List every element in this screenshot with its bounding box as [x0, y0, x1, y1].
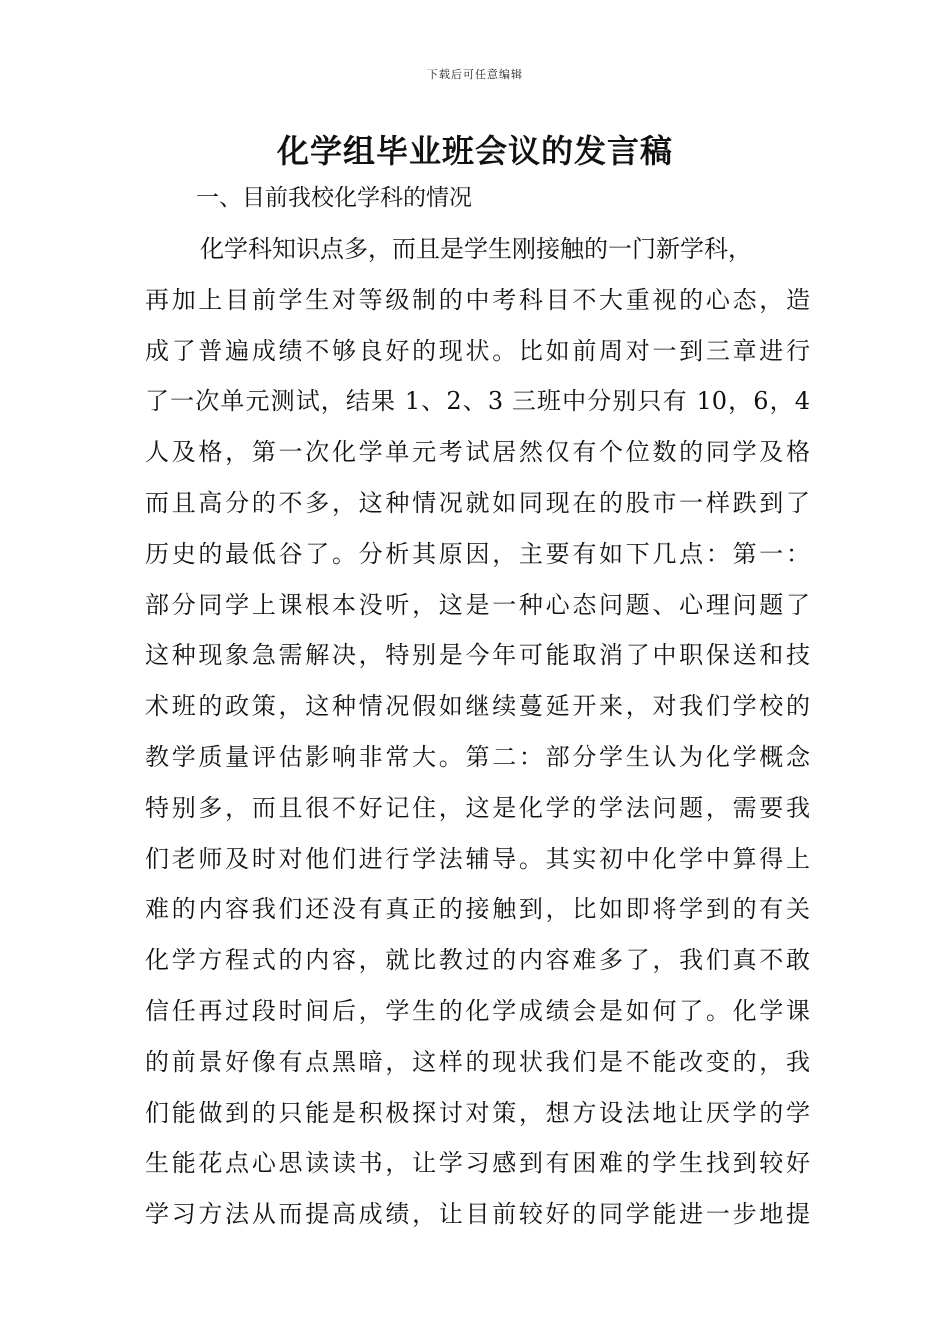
page-header-note: 下载后可任意编辑	[427, 68, 523, 81]
body-line: 的前景好像有点黑暗，这样的现状我们是不能改变的，我	[145, 1047, 810, 1076]
body-line: 了一次单元测试，结果 1、2、3 三班中分别只有 10，6，4	[145, 387, 810, 416]
body-line: 成了普遍成绩不够良好的现状。比如前周对一到三章进行	[145, 336, 810, 365]
body-line: 再加上目前学生对等级制的中考科目不大重视的心态，造	[145, 285, 810, 314]
body-text	[145, 227, 810, 1243]
body-line: 历史的最低谷了。分析其原因，主要有如下几点：第一：	[145, 539, 810, 568]
body-line: 化学科知识点多，而且是学生刚接触的一门新学科，	[200, 235, 752, 263]
body-line: 学习方法从而提高成绩，让目前较好的同学能进一步地提	[145, 1200, 810, 1229]
body-line: 信任再过段时间后，学生的化学成绩会是如何了。化学课	[145, 996, 810, 1025]
body-line: 部分同学上课根本没听，这是一种心态问题、心理问题了	[145, 590, 810, 619]
body-line: 生能花点心思读读书，让学习感到有困难的学生找到较好	[145, 1149, 810, 1178]
body-line: 化学方程式的内容，就比教过的内容难多了，我们真不敢	[145, 946, 810, 975]
body-line: 难的内容我们还没有真正的接触到，比如即将学到的有关	[145, 895, 810, 924]
body-line: 们老师及时对他们进行学法辅导。其实初中化学中算得上	[145, 844, 810, 873]
body-line: 人及格，第一次化学单元考试居然仅有个位数的同学及格	[145, 438, 810, 467]
body-line: 术班的政策，这种情况假如继续蔓延开来，对我们学校的	[145, 692, 810, 721]
body-line: 教学质量评估影响非常大。第二：部分学生认为化学概念	[145, 742, 810, 771]
body-line: 特别多，而且很不好记住，这是化学的学法问题，需要我	[145, 793, 810, 822]
body-line: 们能做到的只能是积极探讨对策，想方设法地让厌学的学	[145, 1098, 810, 1127]
body-line: 这种现象急需解决，特别是今年可能取消了中职保送和技	[145, 641, 810, 670]
document-title: 化学组毕业班会议的发言稿	[276, 132, 673, 170]
section-heading: 一、目前我校化学科的情况	[196, 185, 472, 211]
body-line: 而且高分的不多，这种情况就如同现在的股市一样跌到了	[145, 488, 810, 517]
